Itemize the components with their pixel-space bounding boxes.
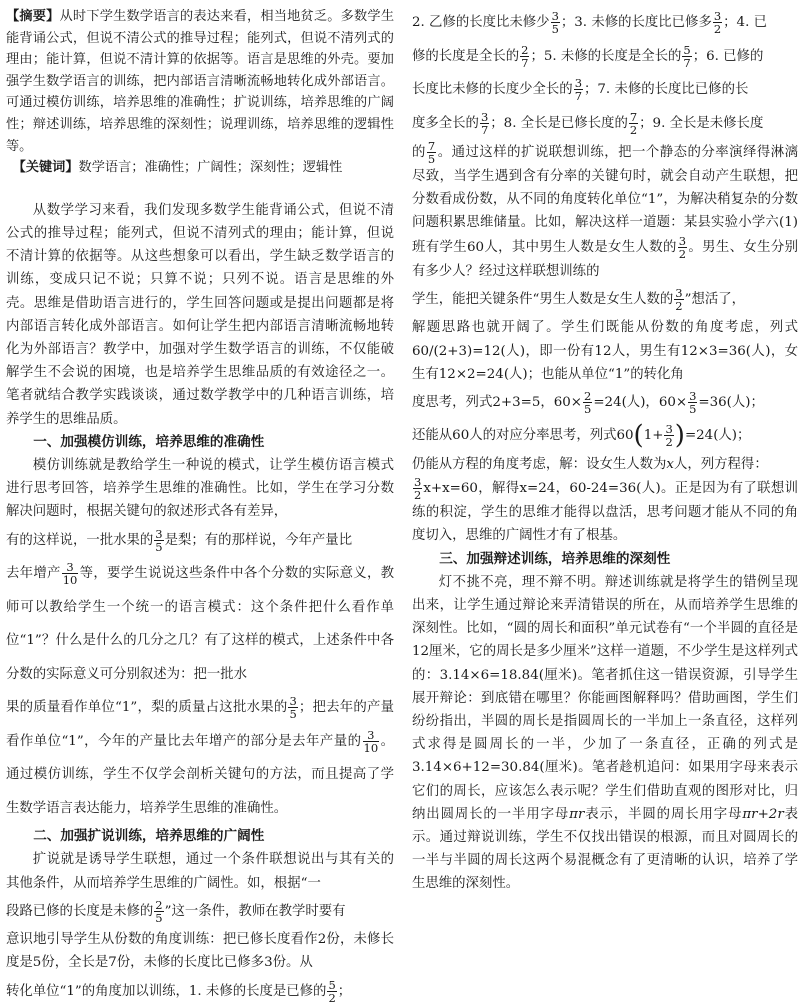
fraction-3-7: $\frac{3}{7}$ bbox=[480, 109, 489, 137]
s2-line: 仍能从方程的角度考虑，解：设女生人数为x人，列方程得： $\frac{3}{2}$ x+x=60，解得x=24，60-24=36(人)。正是因为有了联想训练的积淀，学生的思维才能得以盘活，思考问题才能从不同的角度切入，思维的广阔性才有了根基。 bbox=[412, 456, 798, 544]
s2-line: 的 $\frac{7}{5}$ 。通过这样的扩说联想训练，把一个静态的分率演绎得淋漓尽致，当学生遇到含有分率的关键句时，就会自动产生联想，把分数看成份数，从不同的角度转化单位“1”，为解决稍复杂的分数问题积累思维储量。比如，解决这样一道题：某县实验小学六(1)班有学生60人，其中男生人数是女生人数的 $\frac{3}{2}$ 。男生、女生分别有多少人？经过这样联想训练的 bbox=[412, 139, 799, 279]
body-left bbox=[6, 199, 394, 1008]
fraction-5-2: $\frac{5}{2}$ bbox=[328, 977, 336, 1005]
keywords bbox=[6, 157, 394, 179]
section1-heading: 一、加强模仿训练，培养思维的准确性 bbox=[33, 433, 265, 450]
s2-line: 解题思路也就开阔了。学生们既能从份数的角度考虑，列式60/(2+3)=12(人)，即一份有12人，男生有12×3=36(人)，女生有12×2=24(人)；也能从单位“1”的转化角 bbox=[412, 320, 798, 382]
section2-heading: 二、加强扩说训练，培养思维的广阔性 bbox=[33, 828, 265, 845]
s2-line: 意识地引导学生从份数的角度训练：把已修长度看作2份，未修长度是5份，全长是7份，未修的长度比已修多3份。从 bbox=[6, 932, 394, 971]
fraction-7-2: $\frac{7}{2}$ bbox=[629, 109, 638, 137]
abstract-text: 从时下学生数学语言的表达来看，相当地贫乏。多数学生能背诵公式，但说不清公式的推导过程；能列式，但说不清列式的理由；能计算，但说不清计算的依据等。语言是思维的外壳。要加强学生数学语言的训练，把内部语言清晰流畅地转化成外部语言。可通过模仿训练，培养思维的准确性；扩说训练，培养思维的广阔性；辩述训练，培养思维的深刻性；说理训练，培养思维的逻辑性等。 bbox=[6, 9, 394, 154]
fraction-7-5: $\frac{7}{5}$ bbox=[427, 139, 436, 166]
fraction-3-5: $\frac{3}{5}$ bbox=[155, 526, 163, 554]
fraction-3-5: $\frac{3}{5}$ bbox=[551, 9, 559, 36]
keywords-label: 【关键词】 bbox=[12, 160, 79, 176]
fraction-3-2: $\frac{3}{2}$ bbox=[665, 422, 673, 450]
fraction-2-5: $\frac{2}{5}$ bbox=[155, 897, 163, 925]
s2-line: 转化单位“1”的角度加以训练，1. 未修的长度是已修的 $\frac{5}{2}$ ； bbox=[6, 977, 352, 1005]
fraction-2-5: $\frac{2}{5}$ bbox=[584, 388, 592, 416]
left-column bbox=[6, 6, 394, 1008]
abstract bbox=[6, 6, 394, 157]
abstract-label: 【摘要】 bbox=[6, 9, 60, 24]
fraction-3-2: $\frac{3}{2}$ bbox=[678, 233, 687, 261]
body-right bbox=[412, 6, 798, 896]
s2-line: 还能从60人的对应分率思考，列式60(1+ $\frac{3}{2}$ )=24(人)； bbox=[412, 420, 751, 451]
section3-heading: 三、加强辩述训练，培养思维的深刻性 bbox=[439, 550, 671, 567]
fraction-3-10: $\frac{3}{10}$ bbox=[363, 727, 379, 755]
abstract-block bbox=[6, 6, 394, 179]
s1-line: 果的质量看作单位“1”，梨的质量占这批水果的 $\frac{3}{5}$ ；把去年的产量看作单位“1”，今年的产量比去年增产的部分是去年产量的 $\frac{3}{10}$ 。通过模仿训练，学生不仅学会剖析关键句的方法，而且提高了学生数学语言表达能力，培养学生思维的准确性。 bbox=[6, 694, 395, 816]
fraction-5-7: $\frac{5}{7}$ bbox=[683, 42, 691, 70]
s2-line: 度多全长的 $\frac{3}{7}$ ；8. 全长是已修长度的 $\frac{7}{2}$ ；9. 全长是未修长度 bbox=[412, 109, 764, 137]
s2-line: 段路已修的长度是未修的 $\frac{2}{5}$ ”这一条件，教师在教学时要有 bbox=[6, 897, 346, 925]
fraction-3-5: $\frac{3}{5}$ bbox=[289, 694, 297, 722]
s1-line: 有的这样说，一批水果的 $\frac{3}{5}$ 是梨；有的那样说，今年产量比 bbox=[6, 526, 353, 554]
s2-paragraph-1: 扩说就是诱导学生联想，通过一个条件联想说出与其有关的其他条件，从而培养学生思维的广阔性。如，根据“一 bbox=[6, 852, 394, 891]
fraction-3-7: $\frac{3}{7}$ bbox=[574, 76, 583, 103]
s2-line: 修的长度是全长的 $\frac{2}{7}$ ；5. 未修的长度是全长的 $\frac{5}{7}$ ；6. 已修的 bbox=[412, 42, 764, 70]
right-column bbox=[412, 6, 798, 896]
intro-paragraph: 从数学学习来看，我们发现多数学生能背诵公式，但说不清公式的推导过程；能列式，但说不清列式的理由；能计算，但说不清计算的依据等。从这些想象可以看出，学生缺乏数学语言的训练，变成只记不说；只算不说；只列不说。语言是思维的外壳。思维是借助语言进行的，学生回答问题或是提出问题都是将内部语言转化成外部语言。如何让学生把内部语言清晰流畅地转化为外部语言？教学中，加强对学生数学语言的训练，不仅能破解学生不会说的困境，也是培养学生思维品质的有效途径之一。笔者就结合教学实践谈谈，通过数学教学中的几种语言训练，培养学生的思维品质。 bbox=[6, 202, 394, 427]
keywords-text: 数学语言；准确性；广阔性；深刻性；逻辑性 bbox=[78, 160, 343, 176]
fraction-3-2: $\frac{3}{2}$ bbox=[675, 285, 683, 313]
s1-paragraph-1: 模仿训练就是教给学生一种说的模式，让学生模仿语言模式进行思考回答，培养学生思维的准确性。比如，学生在学习分数解决问题时，根据关键句的叙述形式各有差异， bbox=[6, 457, 394, 520]
s3-paragraph: 灯不挑不亮，理不辩不明。辩述训练就是将学生的错例呈现出来，让学生通过辩论来弄清错误的所在，从而培养学生思维的深刻性。比如，“圆的周长和面积”单元试卷有“一个半圆的直径是12厘米，它的周长是多少厘米”这样一道题，不少学生是这样列式的：3.14×6=18.84(厘米)。笔者抓住这一错误资源，引导学生展开辩论：到底错在哪里？你能画图解释吗？借助画图，学生们纷纷指出，半圆的周长是指圆周长的一半加上一条直径，这样列式求得是圆周长的一半，少加了一条直径，正确的列式是3.14×6+12=30.84(厘米)。笔者趁机追问：如果用字母来表示它们的周长，应该怎么表示呢？学生们借助直观的图形对比，归纳出圆周长的一半用字母πr表示，半圆的周长用字母πr+2r表示。通过辩说训练，学生不仅找出错误的根源，而且对圆周长的一半与半圆的周长这两个易混概念有了更清晰的认识，培养了学生思维的深刻性。 bbox=[412, 574, 799, 892]
s1-line: 去年增产 $\frac{3}{10}$ 等，要学生说说这些条件中各个分数的实际意义，教师可以教给学生一个统一的语言模式：这个条件把什么看作单位“1”？什么是什么的几分之几？有了这样的模式，上述条件中各分数的实际意义可分别叙述为：把一批水 bbox=[6, 560, 395, 682]
s2-line: 学生，能把关键条件“男生人数是女生人数的 $\frac{3}{2}$ ”想活了， bbox=[412, 285, 746, 313]
fraction-2-7: $\frac{2}{7}$ bbox=[521, 42, 529, 70]
fraction-3-10: $\frac{3}{10}$ bbox=[62, 560, 78, 588]
s2-line: 长度比未修的长度少全长的 $\frac{3}{7}$ ；7. 未修的长度比已修的长 bbox=[412, 76, 749, 103]
s2-line: 2. 乙修的长度比未修少 $\frac{3}{5}$ ；3. 未修的长度比已修多 $\frac{3}{2}$ ；4. 已 bbox=[412, 9, 767, 36]
fraction-3-2: $\frac{3}{2}$ bbox=[713, 9, 722, 36]
fraction-3-5: $\frac{3}{5}$ bbox=[689, 388, 697, 416]
fraction-3-2: $\frac{3}{2}$ bbox=[414, 475, 422, 503]
s2-line: 度思考，列式2+3=5，60× $\frac{2}{5}$ =24(人)，60× $\frac{3}{5}$ =36(人)； bbox=[412, 388, 764, 416]
